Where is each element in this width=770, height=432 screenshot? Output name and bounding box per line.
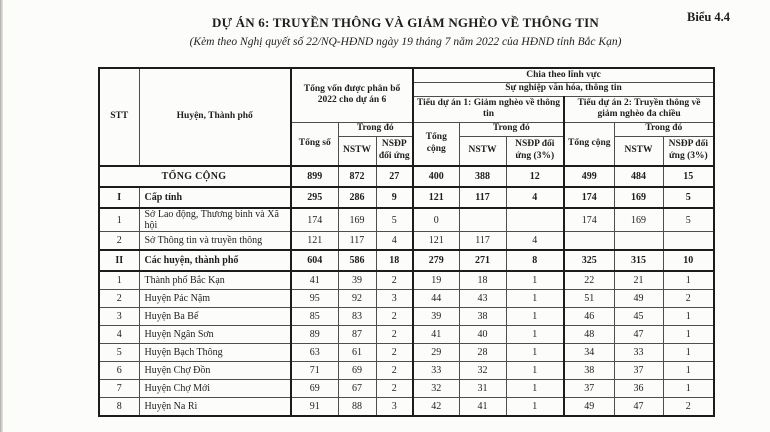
cell-value: 33	[413, 362, 459, 380]
cell-value: 117	[338, 232, 376, 251]
document-subtitle: (Kèm theo Nghị quyết số 22/NQ-HĐND ngày 19 tháng 7 năm 2022 của HĐND tỉnh Bắc Kạn)	[189, 36, 622, 48]
cell-value: 15	[663, 166, 714, 187]
header-of-which: Trong đó	[614, 122, 714, 136]
header-subproject-1: Tiểu dự án 1: Giảm nghèo về thông tin	[413, 96, 564, 122]
cell-value: 1	[663, 344, 714, 362]
cell-stt: 1	[99, 271, 139, 290]
cell-value: 4	[506, 187, 564, 208]
cell-value: 169	[614, 208, 663, 232]
document-title: DỰ ÁN 6: TRUYỀN THÔNG VÀ GIẢM NGHÈO VỀ THÔNG TIN	[212, 15, 599, 30]
cell-value: 69	[338, 362, 376, 380]
cell-value	[459, 208, 506, 232]
cell-value: 5	[663, 208, 714, 232]
cell-value: 41	[413, 326, 459, 344]
document-header	[98, 15, 713, 48]
cell-value: 88	[338, 398, 376, 417]
allocation-table	[98, 67, 715, 417]
cell-value: 51	[564, 290, 614, 308]
table-row	[99, 398, 714, 417]
cell-value: 1	[663, 380, 714, 398]
cell-value: 400	[413, 166, 459, 187]
table-row	[99, 232, 714, 251]
cell-value: 89	[291, 326, 338, 344]
cell-value: 39	[338, 271, 376, 290]
cell-value: 19	[413, 271, 459, 290]
cell-value: 38	[459, 308, 506, 326]
cell-value	[614, 232, 663, 251]
cell-value: 41	[459, 398, 506, 417]
cell-value	[564, 232, 614, 251]
header-of-which: Trong đó	[459, 122, 564, 136]
header-of-which: Trong đó	[338, 122, 413, 136]
cell-value: 2	[376, 344, 413, 362]
cell-row-label: Huyện Ba Bể	[139, 308, 291, 326]
cell-value: 10	[663, 250, 714, 271]
table-row	[99, 308, 714, 326]
cell-value: 40	[459, 326, 506, 344]
cell-value: 279	[413, 250, 459, 271]
cell-value: 2	[376, 362, 413, 380]
cell-value: 1	[663, 308, 714, 326]
cell-value: 586	[338, 250, 376, 271]
cell-row-label: Sở Thông tin và truyền thông	[139, 232, 291, 251]
cell-value: 315	[614, 250, 663, 271]
table-row	[99, 208, 714, 232]
cell-value: 18	[376, 250, 413, 271]
cell-value: 872	[338, 166, 376, 187]
table-head	[99, 68, 714, 166]
cell-value: 286	[338, 187, 376, 208]
header-nsdp: NSĐP đối ứng	[376, 136, 413, 166]
cell-value: 0	[413, 208, 459, 232]
cell-stt: 5	[99, 344, 139, 362]
cell-value: 43	[459, 290, 506, 308]
cell-value: 1	[663, 326, 714, 344]
table-row	[99, 326, 714, 344]
cell-value: 174	[564, 187, 614, 208]
cell-value: 388	[459, 166, 506, 187]
cell-value: 85	[291, 308, 338, 326]
cell-value: 2	[663, 290, 714, 308]
table-row	[99, 380, 714, 398]
cell-value: 169	[614, 187, 663, 208]
cell-row-label: Huyện Bạch Thông	[139, 344, 291, 362]
cell-value: 1	[506, 308, 564, 326]
col-header-stt: STT	[99, 68, 139, 166]
cell-value: 3	[376, 398, 413, 417]
cell-value: 4	[376, 232, 413, 251]
cell-stt: 2	[99, 290, 139, 308]
cell-value: 63	[291, 344, 338, 362]
cell-value: 22	[564, 271, 614, 290]
header-nsdp3: NSĐP đối ứng (3%)	[663, 136, 714, 166]
cell-value: 499	[564, 166, 614, 187]
cell-value: 95	[291, 290, 338, 308]
cell-value: 1	[506, 290, 564, 308]
cell-value: 4	[506, 232, 564, 251]
cell-value: 3	[376, 290, 413, 308]
header-total-allocation: Tổng vốn được phân bổ 2022 cho dự án 6	[291, 68, 413, 122]
cell-value: 899	[291, 166, 338, 187]
cell-value: 47	[614, 326, 663, 344]
cell-value: 37	[614, 362, 663, 380]
cell-value: 295	[291, 187, 338, 208]
cell-value: 121	[413, 187, 459, 208]
header-culture-info: Sự nghiệp văn hóa, thông tin	[413, 82, 714, 96]
header-subproject-2: Tiểu dự án 2: Truyền thông về giảm nghèo đa chiều	[564, 96, 714, 122]
cell-value: 29	[413, 344, 459, 362]
cell-value: 27	[376, 166, 413, 187]
cell-value: 47	[614, 398, 663, 417]
cell-value: 8	[506, 250, 564, 271]
cell-value: 41	[291, 271, 338, 290]
cell-stt: 8	[99, 398, 139, 417]
cell-value: 325	[564, 250, 614, 271]
table-row	[99, 271, 714, 290]
cell-value: 49	[614, 290, 663, 308]
cell-value: 34	[564, 344, 614, 362]
cell-value: 71	[291, 362, 338, 380]
header-nstw: NSTW	[614, 136, 663, 166]
cell-value: 1	[663, 362, 714, 380]
cell-value: 5	[663, 187, 714, 208]
cell-value: 604	[291, 250, 338, 271]
cell-row-label: Các huyện, thành phố	[139, 250, 291, 271]
cell-stt: 1	[99, 208, 139, 232]
cell-value: 2	[376, 271, 413, 290]
cell-value: 45	[614, 308, 663, 326]
table-row	[99, 344, 714, 362]
scan-edge-artifact	[0, 0, 3, 432]
cell-value: 32	[459, 362, 506, 380]
cell-row-label: TỔNG CỘNG	[99, 166, 291, 187]
cell-value: 18	[459, 271, 506, 290]
cell-value: 87	[338, 326, 376, 344]
cell-value: 83	[338, 308, 376, 326]
cell-value: 37	[564, 380, 614, 398]
cell-value: 1	[506, 344, 564, 362]
cell-value: 31	[459, 380, 506, 398]
cell-value: 32	[413, 380, 459, 398]
cell-value: 484	[614, 166, 663, 187]
cell-value: 33	[614, 344, 663, 362]
cell-value	[506, 208, 564, 232]
table-row	[99, 250, 714, 271]
cell-value: 271	[459, 250, 506, 271]
cell-value: 2	[663, 398, 714, 417]
cell-stt: 7	[99, 380, 139, 398]
cell-value: 5	[376, 208, 413, 232]
header-nstw: NSTW	[459, 136, 506, 166]
cell-value: 169	[338, 208, 376, 232]
table-row	[99, 290, 714, 308]
header-by-field: Chia theo lĩnh vực	[413, 68, 714, 82]
cell-value: 36	[614, 380, 663, 398]
cell-value: 46	[564, 308, 614, 326]
cell-row-label: Thành phố Bắc Kạn	[139, 271, 291, 290]
cell-stt: I	[99, 187, 139, 208]
cell-stt: 6	[99, 362, 139, 380]
cell-value: 28	[459, 344, 506, 362]
cell-value: 48	[564, 326, 614, 344]
cell-value: 21	[614, 271, 663, 290]
cell-value	[663, 232, 714, 251]
cell-stt: II	[99, 250, 139, 271]
cell-row-label: Huyện Chợ Đồn	[139, 362, 291, 380]
cell-value: 1	[506, 380, 564, 398]
header-total-sum: Tổng số	[291, 122, 338, 166]
cell-value: 117	[459, 187, 506, 208]
cell-value: 2	[376, 380, 413, 398]
cell-value: 174	[291, 208, 338, 232]
cell-value: 38	[564, 362, 614, 380]
table-row	[99, 187, 714, 208]
cell-value: 121	[291, 232, 338, 251]
cell-value: 121	[413, 232, 459, 251]
col-header-district: Huyện, Thành phố	[139, 68, 291, 166]
cell-value: 9	[376, 187, 413, 208]
cell-row-label: Huyện Pác Nặm	[139, 290, 291, 308]
cell-value: 1	[506, 398, 564, 417]
cell-value: 117	[459, 232, 506, 251]
cell-value: 12	[506, 166, 564, 187]
cell-stt: 3	[99, 308, 139, 326]
cell-value: 2	[376, 308, 413, 326]
cell-value: 44	[413, 290, 459, 308]
header-grand-total: Tổng cộng	[413, 122, 459, 166]
cell-value: 49	[564, 398, 614, 417]
cell-value: 1	[663, 271, 714, 290]
table-row	[99, 166, 714, 187]
cell-value: 39	[413, 308, 459, 326]
cell-value: 42	[413, 398, 459, 417]
cell-stt: 2	[99, 232, 139, 251]
cell-value: 1	[506, 271, 564, 290]
cell-value: 92	[338, 290, 376, 308]
cell-value: 69	[291, 380, 338, 398]
cell-row-label: Huyện Ngân Sơn	[139, 326, 291, 344]
header-grand-total: Tổng cộng	[564, 122, 614, 166]
cell-value: 174	[564, 208, 614, 232]
form-number: Biểu 4.4	[687, 10, 731, 24]
cell-value: 61	[338, 344, 376, 362]
table-body	[99, 166, 714, 416]
cell-row-label: Huyện Na Rì	[139, 398, 291, 417]
cell-row-label: Sở Lao động, Thương binh và Xã hội	[139, 208, 291, 232]
cell-value: 91	[291, 398, 338, 417]
header-nstw: NSTW	[338, 136, 376, 166]
cell-value: 67	[338, 380, 376, 398]
cell-stt: 4	[99, 326, 139, 344]
table-row	[99, 362, 714, 380]
cell-value: 1	[506, 326, 564, 344]
cell-row-label: Cấp tỉnh	[139, 187, 291, 208]
cell-row-label: Huyện Chợ Mới	[139, 380, 291, 398]
cell-value: 1	[506, 362, 564, 380]
cell-value: 2	[376, 326, 413, 344]
header-nsdp3: NSĐP đối ứng (3%)	[506, 136, 564, 166]
